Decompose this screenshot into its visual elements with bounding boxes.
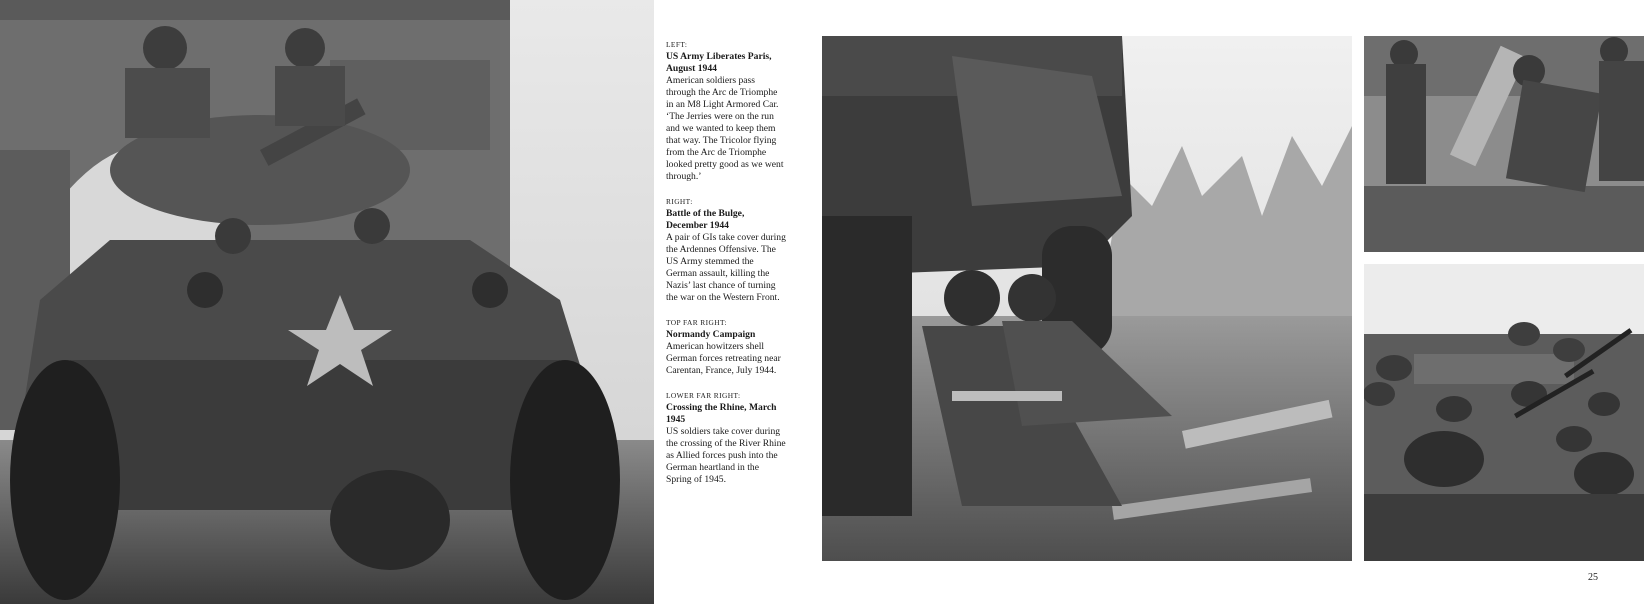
caption-lower-far-right [666, 391, 786, 486]
caption-title: Battle of the Bulge, December 1944 [666, 208, 745, 231]
caption-title: US Army Liberates Paris, August 1944 [666, 51, 772, 74]
caption-right [666, 197, 786, 304]
photo-normandy-campaign [1364, 36, 1644, 252]
caption-label: LOWER FAR RIGHT: [666, 391, 741, 400]
caption-column [666, 40, 786, 500]
caption-body: American howitzers shell German forces retreating near Carentan, France, July 1944. [666, 341, 781, 376]
photo-crossing-the-rhine [1364, 264, 1644, 561]
photo-battle-of-the-bulge [822, 36, 1352, 561]
caption-title: Crossing the Rhine, March 1945 [666, 402, 777, 425]
caption-body: American soldiers pass through the Arc de Triomphe in an M8 Light Armored Car. ‘The Jerries were on the run and we wanted to keep them that way. The Tricolor flying from the Arc de Triomphe looked pretty good as we went through.’ [666, 75, 784, 182]
photo-paris-armored-car [0, 0, 654, 604]
caption-title: Normandy Campaign [666, 329, 756, 340]
caption-label: TOP FAR RIGHT: [666, 318, 727, 327]
caption-left [666, 40, 786, 183]
caption-label: RIGHT: [666, 197, 693, 206]
caption-body: US soldiers take cover during the crossing of the River Rhine as Allied forces push into the German heartland in the Spring of 1945. [666, 426, 786, 485]
page-number: 25 [1588, 572, 1598, 583]
caption-body: A pair of GIs take cover during the Ardennes Offensive. The US Army stemmed the German assault, killing the Nazis’ last chance of turning the war on the Western Front. [666, 232, 786, 303]
caption-top-far-right [666, 318, 786, 377]
caption-label: LEFT: [666, 40, 688, 49]
